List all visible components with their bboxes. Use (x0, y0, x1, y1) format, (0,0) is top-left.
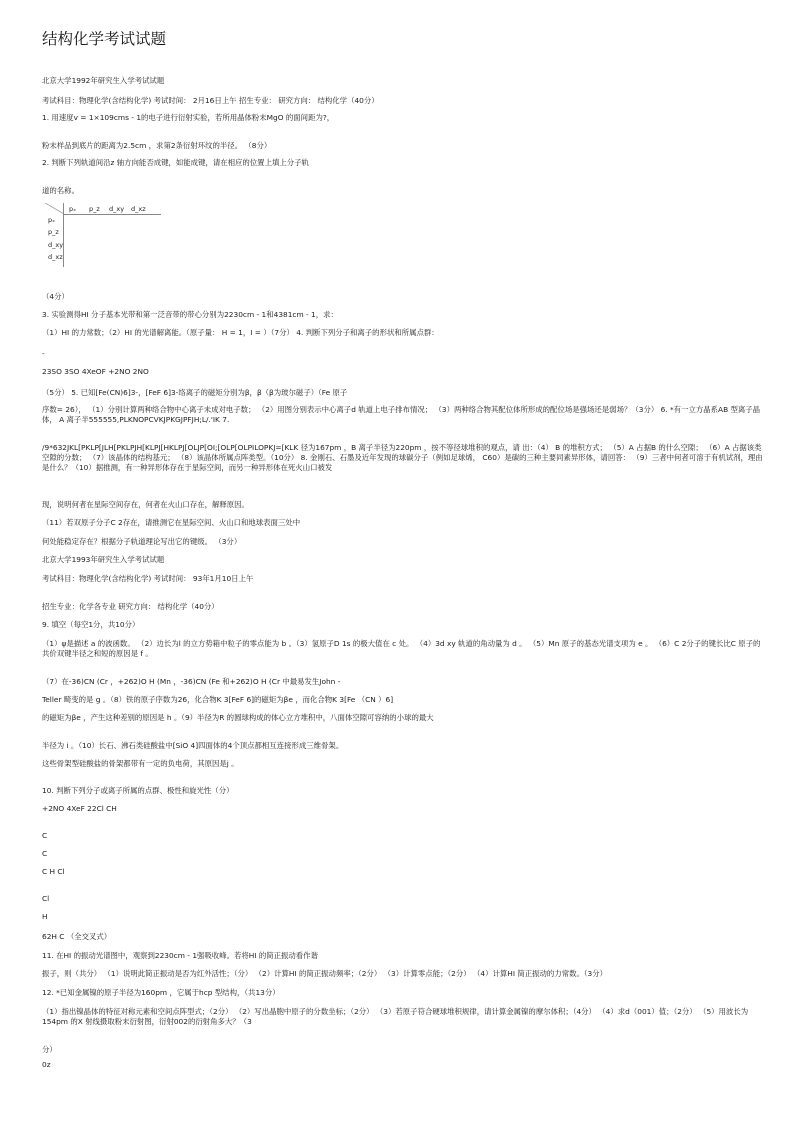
table-row-header: p_z (48, 228, 59, 236)
paper-line: H (42, 912, 48, 921)
paper-line: Teller 畸变的是 g 。（8）铁的原子序数为26，化合物K 3[FeF 6]的磁矩为βe ，而化合物K 3[Fe （CN ）6] (42, 695, 394, 704)
paper-line: 2. 判断下列轨道间沿z 轴方向能否成键，如能成键，请在相应的位置上填上分子轨 (42, 158, 309, 167)
table-row-header: d_xy (48, 241, 64, 249)
table-col-header: p_z (89, 205, 100, 213)
paper-line: （11）若双原子分子C 2存在，请推测它在星际空间、火山口和地球表面三处中 (42, 518, 301, 527)
table-divider (63, 214, 161, 215)
paper-line: 现，说明何者在星际空间存在，何者在火山口存在，解释原因。 (42, 500, 249, 509)
paper-line: （4分） (42, 292, 69, 301)
paper-line: Cl (42, 894, 50, 903)
table-row-header: pₓ (48, 216, 56, 224)
paper-line: 粉末样品到底片的距离为2.5cm ，求第2条衍射环纹的半径。 （8分） (42, 141, 272, 150)
paper-line: （1）HI 的力常数；（2）HI 的光谱解离能。（原子量： H = 1，I = ）（7分） 4. 判断下列分子和离子的形状和所属点群： (42, 328, 439, 337)
paper-line: 的磁矩为βe ，产生这种差别的原因是 h 。（9）半径为R 的圆球构成的体心立方堆积中，八面体空隙可容纳的小球的最大 (42, 713, 434, 722)
paper-line: 何处能稳定存在？根据分子轨道理论写出它的键级。 （3分） (42, 537, 242, 546)
paper-line: 62H C （全交叉式） (42, 932, 112, 941)
orbital-table (45, 203, 145, 267)
paper-line: 振子，则（共分） （1）说明此简正振动是否为红外活性；（分） （2）计算HI 的简正振动频率；（2分） （3）计算零点能；（2分） （4）计算HI 简正振动的力常数。（3分） (42, 969, 608, 978)
paper-line: （5分） 5. 已知[Fe(CN)6]3-，[FeF 6]3-络离子的磁矩分别为β，β（β为玻尔磁子）（Fe 原子 (42, 388, 348, 397)
table-diagonal (45, 203, 64, 214)
paper-line: C (42, 849, 48, 858)
paper-line: 11. 在HI 的振动光谱图中，观察到2230cm - 1强吸收峰。若将HI 的简正振动看作谐 (42, 951, 318, 960)
table-divider (63, 203, 64, 267)
paper-line: - (42, 349, 45, 358)
table-col-header: d_xy (109, 205, 125, 213)
paper-line: 序数= 26）， （1）分别计算两种络合物中心离子未成对电子数； （2）用图分别表示中心离子d 轨道上电子排布情况； （3）两种络合物其配位体所形成的配位场是强场还是弱场？（3分） 6. *有一立方晶系AB 型离子晶体， A 离子半555555,PLKNOPCVKJPKGJPFJH;L/.'IK 7. (42, 405, 761, 424)
paper-line: 半径为 i 。（10）长石、沸石类硅酸盐中[SiO 4]四面体的4个顶点都相互连接形成三维骨架。 (42, 741, 344, 750)
paper-line: C H Cl (42, 867, 65, 876)
paper-line: 分） (42, 1045, 57, 1054)
table-col-header: pₓ (69, 205, 77, 213)
paper-line: 这些骨架型硅酸盐的骨架都带有一定的负电荷，其原因是j 。 (42, 759, 239, 768)
paper-line: （1）指出镍晶体的特征对称元素和空间点阵型式；（2分） （2）写出晶胞中原子的分数坐标；（2分） （3）若原子符合硬球堆积规律，请计算金属镍的摩尔体积；（4分） （4）求d（001）值；（2分） （5）用波长为154pm 的X 射线摄取粉末衍射图，衍射002的衍射角多大？（3 (42, 1007, 749, 1026)
page-title: 结构化学考试试题 (42, 30, 167, 48)
paper-line: 道的名称。 (42, 186, 79, 195)
paper-line: 9. 填空（每空1分，共10分） (42, 620, 140, 629)
paper-line: 12. *已知金属镍的原子半径为160pm ，它属于hcp 型结构，（共13分） (42, 988, 280, 997)
paper-line: 招生专业：化学各专业 研究方向： 结构化学（40分） (42, 602, 219, 611)
paper-line: 北京大学1992年研究生入学考试试题 (42, 76, 165, 85)
table-row-header: d_xz (48, 253, 63, 261)
paper-line: C (42, 831, 48, 840)
paper-line: 3. 实验测得HI 分子基本光带和第一泛音带的带心分别为2230cm - 1和4381cm - 1，求： (42, 310, 338, 319)
paper-line: 1. 用速度v = 1×109cms - 1的电子进行衍射实验，若所用晶体粉末MgO 的面间距为?， (42, 113, 335, 122)
paper-line: /9*632JKL[PKLP[JLH[PKLPJH[KLPJ[HKLPJ[OLJP[OI;[OLP[OLPILOPKJ=[KLK 径为167pm ，B 离子半径为220pm ，按不等径球堆积的观点，请 出：（4） B 的堆积方式； （5）A 占据B 的什么空隙； （6）A 占据该类空隙的分数； （7）该晶体的结构基元； （8）该晶体所属点阵类型。（10分） 8. 金刚石、石墨及近年发现的球碳分子（例如足球烯， C60）是碳的三种主要同素异形体，请回答： （9）三者中何者可溶于有机试剂，理由是什么？（10）据推测，有一种异形体存在于星际空间，而另一种异形体在死火山口被发 (42, 443, 763, 472)
paper-line: 23SO 3SO 4XeOF +2NO 2NO (42, 367, 149, 376)
paper-line: 考试科目：物理化学(含结构化学) 考试时间： 2月16日上午 招生专业： 研究方向： 结构化学（40分） (42, 96, 379, 105)
paper-line: 10. 判断下列分子或离子所属的点群、极性和旋光性（分） (42, 786, 234, 795)
paper-line: 0z (42, 1060, 51, 1069)
paper-line: （1）ψ是描述 a 的波函数。 （2）边长为l 的立方势箱中粒子的零点能为 b 。（3）氢原子D 1s 的极大值在 c 处。 （4）3d xy 轨道的角动量为 d 。 （5）Mn 原子的基态光谱支项为 e 。 （6）C 2分子的键长比C 原子的共价双键半径之和短的原因是 f 。 (42, 639, 761, 658)
paper-line: （7）在-36)CN (Cr ，+262)O H (Mn ，-36)CN (Fe 和+262)O H (Cr 中最易发生John - (42, 677, 341, 686)
paper-line: 北京大学1993年研究生入学考试试题 (42, 555, 165, 564)
table-col-header: d_xz (131, 205, 146, 213)
paper-line: +2NO 4XeF 22Cl CH (42, 804, 117, 813)
paper-line: 考试科目：物理化学(含结构化学) 考试时间： 93年1月10日上午 (42, 574, 254, 583)
